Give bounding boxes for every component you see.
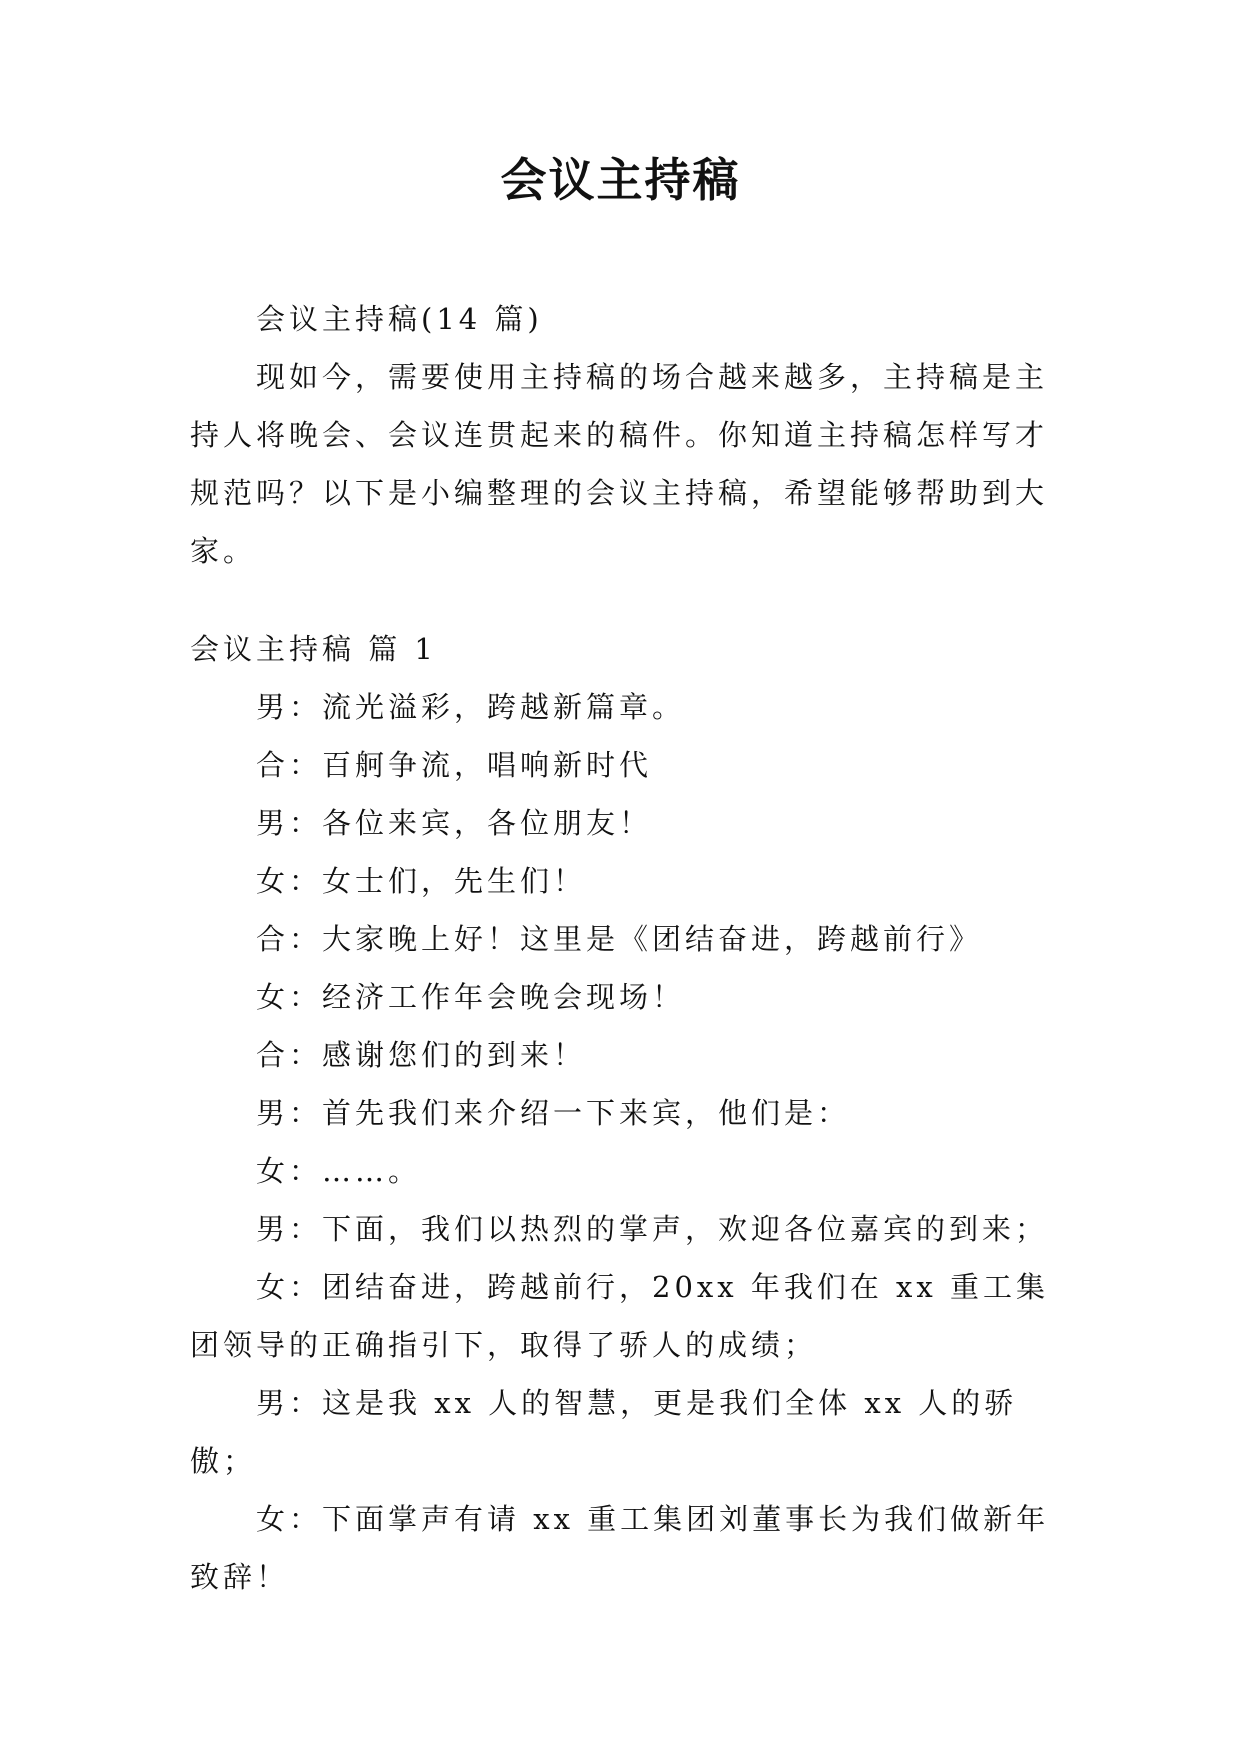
document-subtitle: 会议主持稿(14 篇): [256, 302, 543, 336]
dialogue-line: 合：百舸争流，唱响新时代: [256, 748, 653, 782]
dialogue-line: 男：这是我 xx 人的智慧，更是我们全体 xx 人的骄傲；: [190, 1386, 1018, 1478]
dialogue-line: 男：各位来宾，各位朋友！: [256, 806, 653, 840]
dialogue-line: 女：……。: [256, 1154, 422, 1188]
dialogue-line: 女：经济工作年会晚会现场！: [256, 980, 686, 1014]
paragraph-gap: [190, 580, 1050, 620]
dialogue-line: 男：下面，我们以热烈的掌声，欢迎各位嘉宾的到来；: [256, 1212, 1049, 1246]
dialogue-line: 男：首先我们来介绍一下来宾，他们是：: [256, 1096, 851, 1130]
dialogue-line: 女：女士们，先生们！: [256, 864, 587, 898]
section-heading: 会议主持稿 篇 1: [190, 632, 437, 666]
dialogue-line: 合：感谢您们的到来！: [256, 1038, 587, 1072]
dialogue-line: 女：下面掌声有请 xx 重工集团刘董事长为我们做新年致辞！: [190, 1502, 1050, 1594]
intro-paragraph: 现如今，需要使用主持稿的场合越来越多，主持稿是主持人将晚会、会议连贯起来的稿件。你知道主持稿怎样写才规范吗？以下是小编整理的会议主持稿，希望能够帮助到大家。: [190, 360, 1049, 568]
document-title: 会议主持稿: [500, 153, 741, 207]
dialogue-line: 女：团结奋进，跨越前行，20xx 年我们在 xx 重工集团领导的正确指引下，取得了骄人的成绩；: [190, 1270, 1049, 1362]
dialogue-line: 男：流光溢彩，跨越新篇章。: [256, 690, 686, 724]
dialogue-line: 合：大家晚上好！这里是《团结奋进，跨越前行》: [256, 922, 983, 956]
document-body: [190, 290, 1050, 1606]
